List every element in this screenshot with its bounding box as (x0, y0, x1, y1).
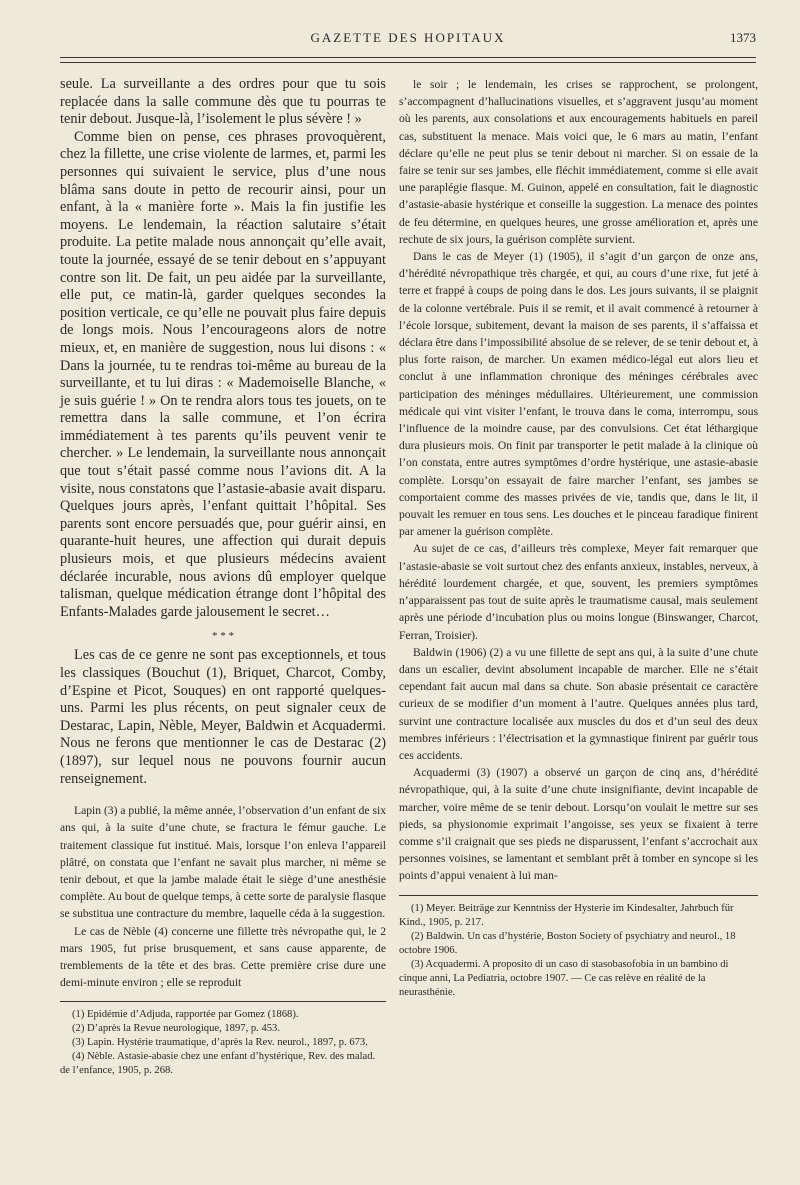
paragraph: Acquadermi (3) (1907) a observé un garçon de cinq ans, d’hérédité névropathique, qui, à la suite d’une chute insignifiante, devint incapable de marcher, voire même de se tenir debout. Lorsqu’on voulait le mettre sur ses pieds, sa physionomie exprimait l’angoisse, ses yeux se fixaient à terre comme s’il craignait que ses pieds ne disparussent, l’enfant s’accrochait aux personnes voisines, se lamentant et semblant prêt à tomber en syncope si les points d’appui venaient à lui man- (399, 766, 758, 883)
paragraph: seule. La surveillante a des ordres pour que tu sois replacée dans la salle commune dès que tu pourras te tenir debout. Jusque-là, l’isolement le plus sévère ! » (60, 76, 386, 128)
footnote: (2) Baldwin. Un cas d’hystérie, Boston Society of psychiatry and neurol., 18 octobre 1906. (399, 930, 736, 956)
footnote: (1) Epidémie d’Adjuda, rapportée par Gomez (1868). (72, 1009, 299, 1021)
journal-title: GAZETTE DES HOPITAUX (310, 30, 506, 45)
footnote-rule (399, 895, 758, 896)
page-number: 1373 (730, 30, 756, 45)
footnote-rule (60, 1001, 386, 1002)
paragraph: le soir ; le lendemain, les crises se rapprochent, se prolongent, s’accompagnent d’hallucinations visuelles, et s’aggravent jusqu’au moment où les parents, aux consolations et aux encouragements habituels en pareil cas, substituent la menace. Mais voici que, le 6 mars au matin, l’enfant déclare qu’elle ne peut plus se tenir debout ni marcher. Si on essaie de la faire se tenir sur ses jambes, elle fléchit immédiatement, comme si elle avait une paraplégie flasque. M. Guinon, appelé en consultation, fait le diagnostic d’astasie-abasie hystérique et conseille la suggestion. La menace des pointes de feu détermine, en quelques heures, une grosse amélioration et, après une rechute de six jours, la guérison complète survient. (399, 78, 758, 246)
paragraph: Comme bien on pense, ces phrases provoquèrent, chez la fillette, une crise violente de larmes, et, parmi les personnes qui suivaient le service, plus d’une nous blâma sans doute in petto de recourir ainsi, pour un enfant, à la « manière forte ». Mais la fin justifie les moyens. Le lendemain, la réaction salutaire s’était produite. La petite malade nous annonçait qu’elle avait, toute la journée, essayé de se tenir debout en s’appuyant contre son lit. De fait, un peu aidée par la surveillante, elle put, ce matin-là, garder quelques secondes la position verticale, ce qu’elle ne pouvait plus faire depuis de longs mois. Nous l’encourageons alors de notre mieux, et, en manière de suggestion, nous lui disons : « Dans la journée, tu te rendras toi-même au bureau de la surveillante, et tu lui diras : « Mademoiselle Blanche, « je suis guérie ! » On te rendra alors tous tes jouets, on te remettra dans la salle commune, et l’on écrira immédiatement à tes parents qu’ils peuvent venir te chercher. » Le lendemain, la surveillante nous annonçait que tout s’était passé comme nous l’avions dit. A la visite, nous constatons que l’astasie-abasie avait disparu. Quelques jours après, l’enfant quittait l’hôpital. Ses parents sont encore persuadés que, pour guérir ainsi, en quarante-huit heures, une affection qui durait depuis plusieurs mois, et que plusieurs médecins avaient déclarée incurable, nous avions dû employer quelque talisman, quelque médication étrange dont l’hôpital des Enfants-Malades garde jalousement le secret… (60, 128, 386, 620)
right-column (399, 76, 758, 1000)
footnote: (3) Acquadermi. A proposito di un caso di stasobasofobia in un bambino di cinque anni, La Pediatria, octobre 1907. — Ce cas relève en réalité de la neurasthénie. (399, 958, 729, 998)
paragraph: Au sujet de ce cas, d’ailleurs très complexe, Meyer fait remarquer que l’astasie-abasie se voit surtout chez des enfants anxieux, instables, nerveux, à hérédité lourdement chargée, et que, souvent, les premiers symptômes n’apparaissent pas tout de suite après le traumatisme causal, mais seulement après une période d’incubation plus ou moins longue (Binswanger, Charcot, Ferran, Troisier). (399, 542, 758, 642)
paragraph: Dans le cas de Meyer (1) (1905), il s’agit d’un garçon de onze ans, d’hérédité névropathique très chargée, et qui, au cours d’une rixe, fut jeté à terre et frappé à coups de poing dans le dos. Les jours suivants, il se plaignit de la colonne vertébrale. Puis il se remit, et il avait commencé à retourner à l’école lorsque, subitement, devant la maison de ses parents, il s’affaissa et déclara être dans l’impossibilité absolue de se relever, de se tenir debout et, à plus forte raison, de marcher. Un examen médico-légal eut alors lieu et conclut à une inflammation chronique des méninges cérébrales avec participation des méninges médullaires. Ultérieurement, une commission médicale qui vint visiter l’enfant, le trouva dans le coma, interrompu, sous l’influence de la moindre cause, par des convulsions. Cet état léthargique dura plusieurs mois. On finit par transporter le petit malade à la clinique où l’on constata, entre autres symptômes d’ordre hystérique, une astasie-abasie complète. Lorsqu’on essayait de faire marcher l’enfant, ses jambes se comportaient comme des masses privées de vie, tandis que, dans le lit, il pouvait les remuer en tous sens. Les douches et le pinceau faradique finirent par amener la guérison complète. (399, 250, 758, 539)
running-header (60, 30, 756, 52)
footnotes (60, 1008, 386, 1078)
footnote: (3) Lapin. Hystérie traumatique, d’après la Rev. neurol., 1897, p. 673. (72, 1037, 368, 1049)
paragraph: Les cas de ce genre ne sont pas exceptionnels, et tous les classiques (Bouchut (1), Briquet, Charcot, Comby, d’Espine et Picot, Souques) en ont rapporté quelques-uns. Parmi les plus récents, on peut signaler ceux de Destarac, Lapin, Nèble, Meyer, Baldwin et Acquadermi. Nous ne ferons que mentionner le cas de Destarac (2) (1897), sur lequel nous ne pouvons fournir aucun renseignement. (60, 647, 386, 787)
section-separator: * * * (212, 630, 234, 643)
left-column (60, 76, 386, 1078)
footnote: (1) Meyer. Beiträge zur Kenntniss der Hysterie im Kindesalter, Jahrbuch für Kind., 1905, p. 217. (399, 902, 734, 928)
footnote: (4) Nèble. Astasie-abasie chez une enfant d’hystérique, Rev. des malad. de l’enfance, 1905, p. 268. (60, 1051, 376, 1077)
footnotes (399, 902, 758, 1000)
paragraph: Baldwin (1906) (2) a vu une fillette de sept ans qui, à la suite d’une chute dans un escalier, devint absolument incapable de marcher. Elle ne s’était cependant fait aucun mal dans sa chute. Son abasie présentait ce caractère curieux de se modifier d’un moment à l’autre. Quelques années plus tard, survint une contracture localisée aux muscles du dos et d’un seul des deux membres inférieurs : l’électrisation et la gymnastique finirent par guérir tous ces accidents. (399, 645, 758, 762)
header-rule-top (60, 57, 756, 58)
paragraph: Le cas de Nèble (4) concerne une fillette très névropathe qui, le 2 mars 1905, fut prise brusquement, et sans cause apparente, de tremblements de la tête et des bras. Cette première crise dure une demi-minute environ ; elle se reproduit (60, 924, 386, 990)
header-rule-bottom (60, 62, 756, 63)
paragraph: Lapin (3) a publié, la même année, l’observation d’un enfant de six ans qui, à la suite d’une chute, se fractura le fémur gauche. Le traitement classique fut institué. Mais, lorsque l’on enleva l’appareil plâtré, on constata que l’enfant ne savait plus marcher, ni même se tenir debout, et que la jambe malade était le siège d’une anesthésie complète. Au bout de quelque temps, à cette sorte de paralysie flasque se substitua une contracture du membre, laquelle céda à la suggestion. (60, 804, 386, 921)
footnote: (2) D’après la Revue neurologique, 1897, p. 453. (72, 1023, 280, 1035)
